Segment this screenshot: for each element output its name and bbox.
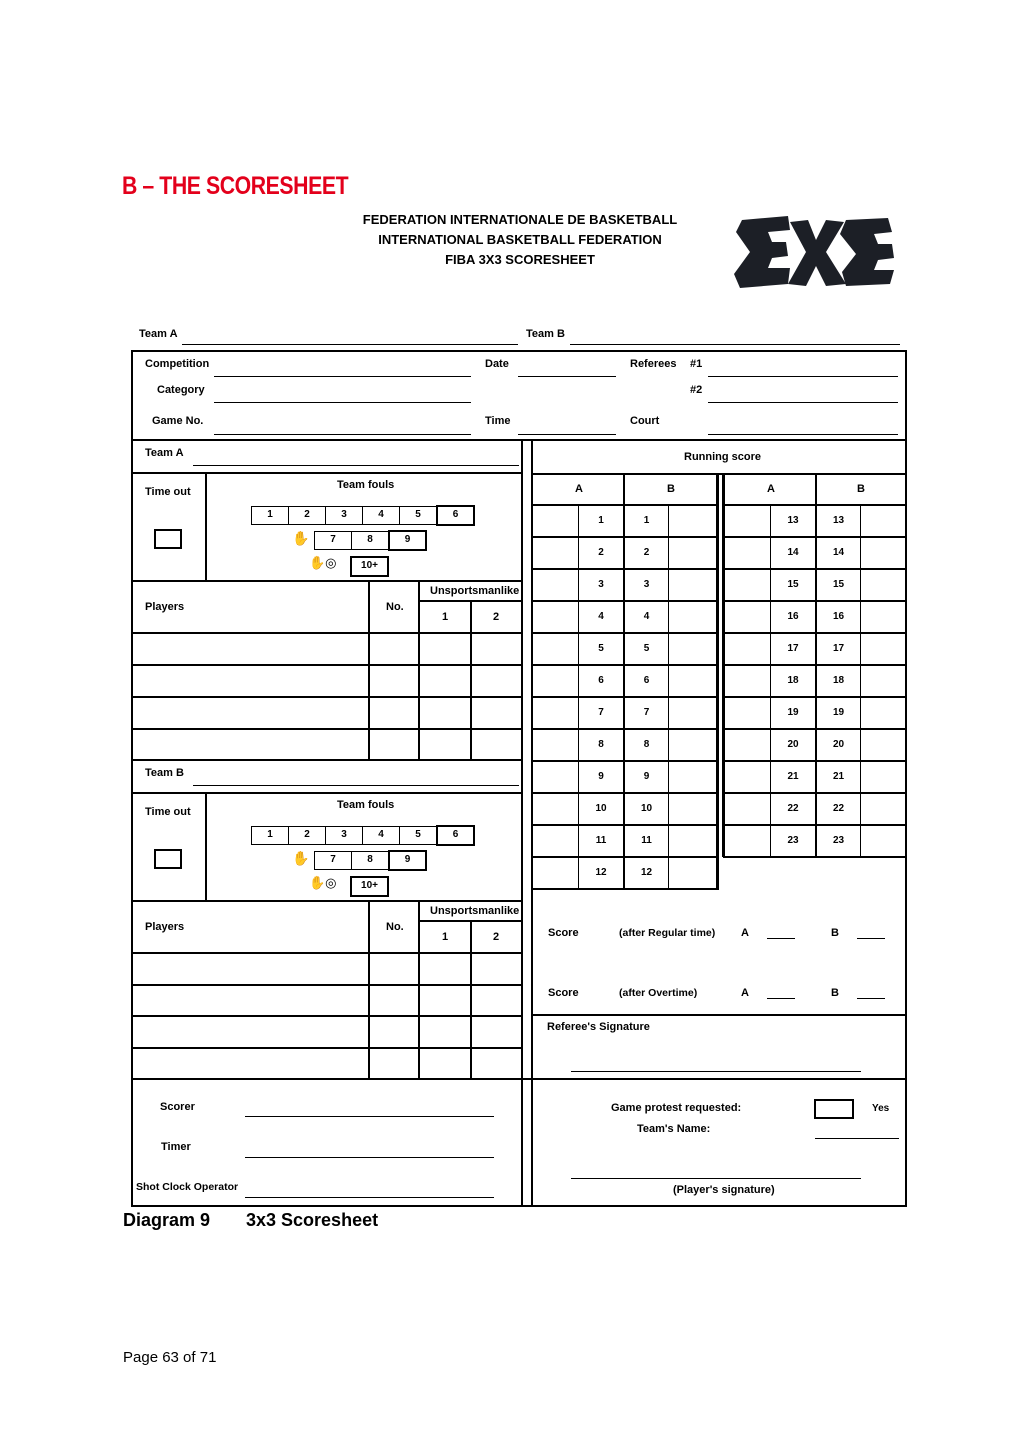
team-a-row-line-1 <box>131 632 523 634</box>
team-a-foul-10plus[interactable]: 10+ <box>350 556 389 577</box>
team-b-label: Team B <box>145 767 184 779</box>
score-regular-label: Score <box>548 927 579 939</box>
referee-1-label: #1 <box>690 358 703 370</box>
game-no-label: Game No. <box>152 415 204 427</box>
running-a-number: 22 <box>787 803 799 814</box>
referee-1-field[interactable] <box>708 376 898 377</box>
running-a-number: 5 <box>598 643 604 654</box>
team-b-no-label: No. <box>386 921 404 933</box>
running-a-number: 23 <box>787 835 799 846</box>
running-col-a-right: A <box>767 483 775 495</box>
team-a-foul-4[interactable]: 4 <box>362 506 400 525</box>
team-b-row-line-3 <box>131 1015 523 1017</box>
running-a-number: 8 <box>598 739 604 750</box>
team-a-fouls-divider <box>131 580 523 582</box>
score-regular-a-field[interactable] <box>767 938 795 939</box>
team-a-timeout-box[interactable] <box>154 529 182 549</box>
running-a-number: 18 <box>787 675 799 686</box>
running-a-number: 1 <box>598 515 604 526</box>
hand-icon: ✋ <box>292 850 310 866</box>
team-a-players-label: Players <box>145 601 185 613</box>
running-a-number: 2 <box>598 547 604 558</box>
team-b-col-divider-3 <box>470 920 472 1079</box>
running-b-number: 23 <box>832 835 845 846</box>
date-label: Date <box>485 358 509 370</box>
team-b-col-divider-1 <box>368 901 370 1079</box>
center-divider-left <box>521 439 523 1207</box>
running-b-number: 6 <box>643 675 650 686</box>
run-right-row-line <box>723 632 907 634</box>
run-right-row-line <box>723 536 907 538</box>
top-team-b-line[interactable] <box>570 344 900 345</box>
running-col-a-left: A <box>575 483 583 495</box>
section-title: B – THE SCORESHEET <box>122 172 349 200</box>
running-a-number: 19 <box>787 707 799 718</box>
team-b-row-line-1 <box>131 952 523 954</box>
team-a-u2-label: 2 <box>493 611 500 623</box>
running-b-number: 18 <box>832 675 845 686</box>
team-b-foul-9[interactable]: 9 <box>388 850 427 871</box>
team-b-fouls-label: Team fouls <box>337 799 395 811</box>
player-signature-field[interactable] <box>571 1178 861 1179</box>
run-right-row-line <box>723 792 907 794</box>
hand-icon: ✋ <box>292 530 310 546</box>
team-b-name-field[interactable] <box>193 785 519 786</box>
team-a-foul-7[interactable]: 7 <box>314 531 352 550</box>
shot-clock-field[interactable] <box>245 1197 494 1198</box>
team-b-u1-label: 1 <box>442 931 449 943</box>
run-left-row-line <box>532 824 719 826</box>
running-col-b-right: B <box>857 483 865 495</box>
team-a-no-label: No. <box>386 601 404 613</box>
team-a-timeout-divider <box>205 472 207 582</box>
run-right-row-line <box>723 824 907 826</box>
header-line-2: INTERNATIONAL BASKETBALL FEDERATION <box>378 232 662 247</box>
team-a-fouls-label: Team fouls <box>337 479 395 491</box>
run-right-row-line <box>723 696 907 698</box>
running-b-number: 9 <box>643 771 650 782</box>
referee-signature-field[interactable] <box>571 1071 861 1072</box>
team-a-foul-2[interactable]: 2 <box>288 506 326 525</box>
team-b-foul-8[interactable]: 8 <box>351 851 389 870</box>
run-right-row-line <box>723 856 907 858</box>
run-right-row-line <box>723 728 907 730</box>
time-label: Time <box>485 415 511 427</box>
team-a-row-line-4 <box>131 728 523 730</box>
team-b-foul-6[interactable]: 6 <box>436 825 475 846</box>
running-b-number: 4 <box>643 611 650 622</box>
team-a-foul-1[interactable]: 1 <box>251 506 289 525</box>
score-overtime-b-field[interactable] <box>857 998 885 999</box>
running-b-number: 15 <box>832 579 845 590</box>
category-label: Category <box>157 384 205 396</box>
team-b-timeout-label: Time out <box>145 806 191 818</box>
score-overtime-b-label: B <box>831 987 839 999</box>
team-b-foul-7[interactable]: 7 <box>314 851 352 870</box>
run-left-row-line <box>532 792 719 794</box>
scorer-field[interactable] <box>245 1116 494 1117</box>
form-header <box>330 212 710 272</box>
page-number: Page 63 of 71 <box>123 1349 217 1366</box>
top-team-a-line[interactable] <box>182 344 518 345</box>
running-b-number: 5 <box>643 643 650 654</box>
protest-team-name-label: Team's Name: <box>637 1123 711 1135</box>
timer-field[interactable] <box>245 1157 494 1158</box>
running-score-header-line <box>532 473 907 475</box>
hand-ball-icon: ✋◎ <box>309 555 337 570</box>
timer-label: Timer <box>161 1141 191 1153</box>
running-b-number: 3 <box>643 579 650 590</box>
team-a-unsportsmanlike-label: Unsportsmanlike <box>430 585 520 597</box>
running-b-number: 20 <box>832 739 845 750</box>
caption-title: 3x3 Scoresheet <box>246 1210 379 1230</box>
game-no-field[interactable] <box>214 434 471 435</box>
team-b-foul-10plus[interactable]: 10+ <box>350 876 389 897</box>
top-team-a-label: Team A <box>139 328 178 340</box>
hand-ball-icon: ✋◎ <box>309 875 337 890</box>
team-a-u1-label: 1 <box>442 611 449 623</box>
team-b-col-divider-2 <box>418 901 420 1079</box>
running-a-number: 12 <box>595 867 607 878</box>
running-score-title: Running score <box>684 451 762 463</box>
shot-clock-label: Shot Clock Operator <box>136 1181 239 1193</box>
competition-field[interactable] <box>214 376 471 377</box>
run-right-row-line <box>723 664 907 666</box>
run-left-row-line <box>532 856 719 858</box>
team-a-col-divider-1 <box>368 581 370 761</box>
running-b-number: 2 <box>643 547 650 558</box>
running-b-number: 8 <box>643 739 650 750</box>
team-a-col-divider-2 <box>418 581 420 761</box>
competition-label: Competition <box>145 358 210 370</box>
team-a-col-divider-3 <box>470 600 472 761</box>
team-b-unsportsmanlike-label: Unsportsmanlike <box>430 905 520 917</box>
caption-number: Diagram 9 <box>123 1210 211 1230</box>
running-b-number: 12 <box>640 867 653 878</box>
category-field[interactable] <box>214 402 471 403</box>
team-a-unsp-divider <box>419 600 522 602</box>
running-a-number: 6 <box>598 675 604 686</box>
run-right-row-line <box>723 504 907 506</box>
logo-icon <box>728 212 898 292</box>
running-a-number: 10 <box>595 803 607 814</box>
team-a-label: Team A <box>145 447 184 459</box>
bottom-divider <box>131 1078 907 1080</box>
team-b-players-label: Players <box>145 921 185 933</box>
score-regular-a-label: A <box>741 927 749 939</box>
running-a-number: 7 <box>598 707 604 718</box>
score-overtime-a-label: A <box>741 987 749 999</box>
run-left-row-line <box>532 568 719 570</box>
team-b-row-line-2 <box>131 984 523 986</box>
header-line-3: FIBA 3X3 SCORESHEET <box>445 252 595 267</box>
team-b-row-line-4 <box>131 1047 523 1049</box>
running-a-number: 13 <box>787 515 799 526</box>
team-b-fouls-divider <box>131 900 523 902</box>
team-a-row-line-3 <box>131 696 523 698</box>
running-a-number: 11 <box>595 835 607 846</box>
running-a-number: 9 <box>598 771 604 782</box>
referee-signature-label: Referee's Signature <box>547 1021 650 1033</box>
running-a-number: 17 <box>787 643 799 654</box>
score-overtime-desc: (after Overtime) <box>619 987 698 999</box>
protest-yes-label: Yes <box>872 1103 890 1114</box>
running-a-number: 15 <box>787 579 799 590</box>
score-regular-b-label: B <box>831 927 839 939</box>
run-right-v3 <box>860 505 861 857</box>
team-a-foul-8[interactable]: 8 <box>351 531 389 550</box>
run-left-row-line <box>532 504 719 506</box>
team-b-foul-2[interactable]: 2 <box>288 826 326 845</box>
run-left-row-line <box>532 536 719 538</box>
score-overtime-a-field[interactable] <box>767 998 795 999</box>
referee-2-field[interactable] <box>708 402 898 403</box>
team-a-row-line-5 <box>131 759 523 761</box>
run-right-row-line <box>723 568 907 570</box>
running-b-number: 16 <box>832 611 845 622</box>
team-a-divider <box>131 472 523 474</box>
running-b-number: 17 <box>832 643 845 654</box>
protest-yes-box[interactable] <box>814 1099 854 1119</box>
score-regular-desc: (after Regular time) <box>619 927 716 939</box>
date-field[interactable] <box>518 376 616 377</box>
team-b-foul-1[interactable]: 1 <box>251 826 289 845</box>
run-left-row-line <box>532 664 719 666</box>
running-a-number: 21 <box>787 771 799 782</box>
team-a-name-field[interactable] <box>193 465 519 466</box>
team-a-row-line-2 <box>131 664 523 666</box>
team-a-foul-9[interactable]: 9 <box>388 530 427 551</box>
run-right-row-line <box>723 760 907 762</box>
run-left-row-line <box>532 728 719 730</box>
header-line-1: FEDERATION INTERNATIONALE DE BASKETBALL <box>362 212 678 227</box>
center-divider-right <box>531 439 533 1207</box>
referees-label: Referees <box>630 358 677 370</box>
running-a-number: 14 <box>787 547 799 558</box>
running-b-number: 21 <box>832 771 845 782</box>
running-a-number: 3 <box>598 579 604 590</box>
team-b-foul-5[interactable]: 5 <box>399 826 437 845</box>
time-field[interactable] <box>518 434 616 435</box>
fiba-3x3-logo <box>728 212 898 292</box>
score-regular-b-field[interactable] <box>857 938 885 939</box>
run-left-row-line <box>532 760 719 762</box>
run-left-row-line <box>532 696 719 698</box>
scorer-label: Scorer <box>160 1101 195 1113</box>
referee-2-label: #2 <box>690 384 703 396</box>
player-signature-label: (Player's signature) <box>673 1184 775 1196</box>
court-field[interactable] <box>708 434 898 435</box>
team-b-foul-4[interactable]: 4 <box>362 826 400 845</box>
team-b-divider <box>131 792 523 794</box>
run-left-row-line <box>532 632 719 634</box>
team-a-foul-3[interactable]: 3 <box>325 506 363 525</box>
protest-label: Game protest requested: <box>611 1102 742 1114</box>
score-overtime-label: Score <box>548 987 579 999</box>
run-right-row-line <box>723 600 907 602</box>
team-a-foul-6[interactable]: 6 <box>436 505 475 526</box>
running-b-number: 1 <box>643 515 650 526</box>
team-b-u2-label: 2 <box>493 931 500 943</box>
run-left-row-line <box>532 600 719 602</box>
protest-team-name-field[interactable] <box>815 1138 899 1139</box>
info-divider <box>131 439 907 441</box>
team-a-timeout-label: Time out <box>145 486 191 498</box>
running-col-b-left: B <box>667 483 675 495</box>
running-b-number: 13 <box>832 515 845 526</box>
team-b-foul-3[interactable]: 3 <box>325 826 363 845</box>
running-a-number: 16 <box>787 611 799 622</box>
running-b-number: 14 <box>832 547 845 558</box>
team-b-timeout-box[interactable] <box>154 849 182 869</box>
team-b-timeout-divider <box>205 792 207 902</box>
team-a-foul-5[interactable]: 5 <box>399 506 437 525</box>
run-left-row-line <box>532 888 719 890</box>
top-team-b-label: Team B <box>526 328 565 340</box>
running-a-number: 20 <box>787 739 799 750</box>
referee-sig-divider <box>532 1014 907 1016</box>
team-b-unsp-divider <box>419 920 522 922</box>
court-label: Court <box>630 415 660 427</box>
running-b-number: 22 <box>832 803 845 814</box>
running-a-number: 4 <box>598 611 604 622</box>
running-b-number: 11 <box>641 835 652 846</box>
running-b-number: 19 <box>832 707 845 718</box>
running-b-number: 7 <box>643 707 650 718</box>
running-b-number: 10 <box>640 803 653 814</box>
